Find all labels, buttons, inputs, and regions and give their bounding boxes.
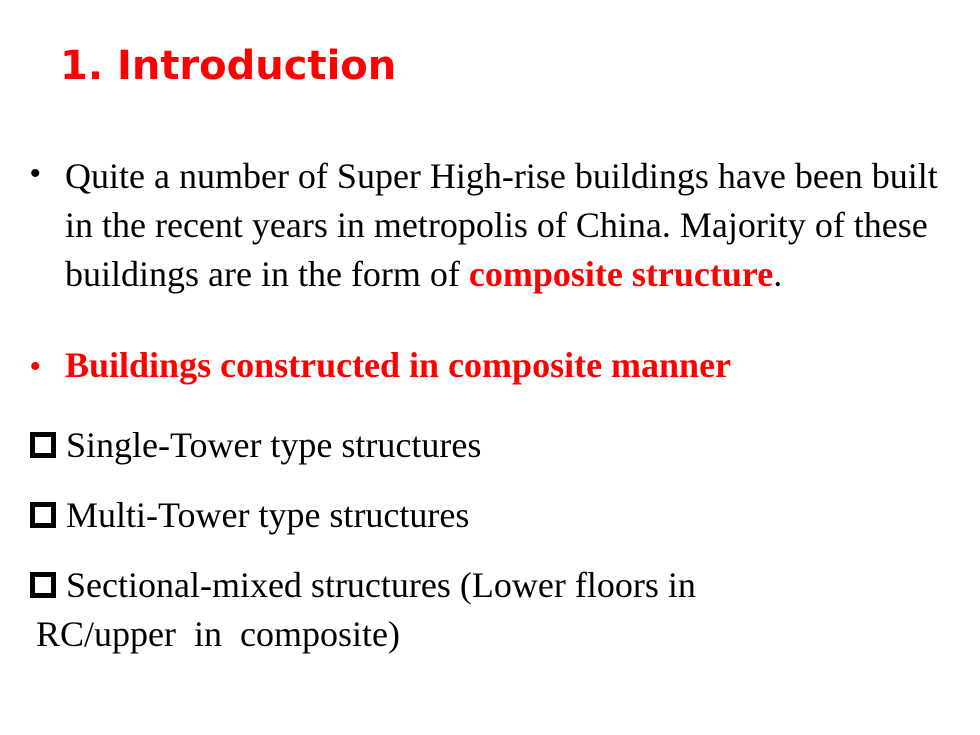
checkbox-item-label: Sectional-mixed structures (Lower floors in: [66, 565, 696, 605]
checkbox-item-label-continued: RC/upper in composite): [36, 614, 400, 654]
bullet-dot-red: •: [30, 350, 41, 383]
square-outline-icon: [30, 502, 56, 528]
bullet-intro-text: Quite a number of Super High-rise buildings have been built in the recent years in metropolis of China. Majority of these buildings are in the form of: [65, 156, 938, 294]
square-outline-icon: [30, 572, 56, 598]
checkbox-item-multi-tower: [30, 491, 920, 540]
bullet-intro-emphasis: composite structure: [468, 254, 774, 294]
bullet-dot: •: [30, 157, 41, 190]
bullet-intro-end: .: [773, 254, 783, 294]
checkbox-item-label: Multi-Tower type structures: [66, 495, 470, 535]
square-outline-icon: [30, 432, 56, 458]
slide-title: 1. Introduction: [60, 43, 397, 89]
checkbox-item-single-tower: [30, 421, 920, 470]
checkbox-item-sectional-mixed: [30, 561, 920, 659]
bullet-intro: [65, 152, 955, 299]
checkbox-item-label: Single-Tower type structures: [66, 425, 482, 465]
bullet-composite-manner: Buildings constructed in composite manner: [65, 345, 732, 385]
